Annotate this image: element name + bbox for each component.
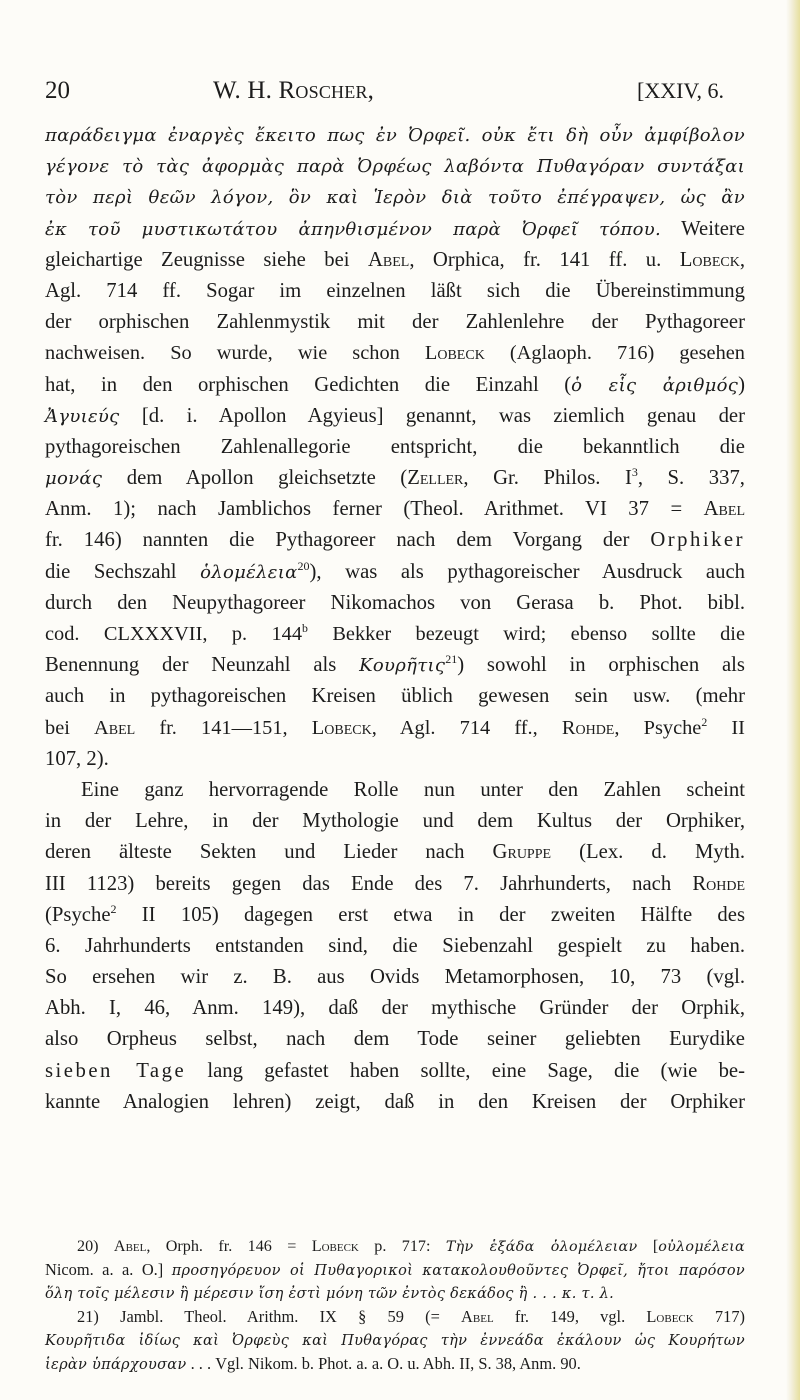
text-line (45, 525, 745, 556)
text-run: die Sechszahl (45, 560, 201, 583)
text-line (45, 245, 745, 276)
greek-text: ἱερὰν ὑπάρχουσαν (45, 1356, 187, 1373)
author-name: Abel (703, 498, 745, 521)
text-line (45, 962, 745, 993)
author-name: Rohde (561, 716, 615, 739)
main-text (45, 120, 745, 1118)
text-run: 20) (77, 1238, 114, 1255)
footnote-line (45, 1305, 745, 1329)
text-run: also Orpheus selbst, nach dem Tode seiner geliebten Eurydike (45, 1028, 745, 1051)
text-line (45, 869, 745, 900)
text-line (45, 931, 745, 962)
greek-text: ὁ εἷς ἀριθμός (571, 374, 739, 396)
text-line (45, 713, 745, 744)
text-line (45, 1056, 745, 1087)
text-line (45, 588, 745, 619)
author-name: Lobeck (311, 1238, 359, 1255)
text-run: gleichartige Zeugnisse siehe bei (45, 248, 368, 271)
text-line (45, 494, 745, 525)
text-run: 717) (693, 1306, 745, 1326)
text-run: II (707, 716, 745, 739)
greek-text: ὅλη τοῖς μέλεσιν ἢ μέρεσιν ἴση ἐστὶ μόνη τῶν ἐντὸς δεκάδος ἢ . . . κ. τ. λ. (45, 1286, 615, 1302)
text-line (45, 775, 745, 806)
text-line (45, 432, 745, 463)
text-run: pythagoreischen Zahlenallegorie entspricht, die bekanntlich die (45, 435, 745, 458)
text-line (45, 214, 745, 245)
text-run: Anm. 1); nach Jamblichos ferner (Theol. Arithmet. VI 37 = (45, 498, 704, 521)
text-run: p. 717: (358, 1238, 446, 1255)
text-run: auch in pythagoreischen Kreisen üblich gewesen sein usw. (mehr (45, 685, 745, 708)
text-line (45, 993, 745, 1024)
footnote-line (45, 1281, 745, 1305)
text-run: nachweisen. So wurde, wie schon (45, 342, 425, 365)
author-name: Gruppe (492, 841, 552, 864)
footnote-ref: 21 (445, 652, 458, 667)
text-run: II 105) dagegen erst etwa in der zweiten Hälfte des (116, 903, 745, 926)
text-run: bei (45, 716, 95, 739)
text-line (45, 557, 745, 588)
text-run: So ersehen wir z. B. aus Ovids Metamorphosen, 10, 73 (vgl. (45, 966, 745, 989)
edition-superscript: 2 (701, 714, 708, 729)
text-run: deren älteste Sekten und Lieder nach (45, 841, 493, 864)
text-line (45, 151, 745, 182)
footnote-line (45, 1234, 745, 1258)
greek-text: Τὴν ἑξάδα ὁλομέλειαν (445, 1239, 638, 1255)
text-run: , S. 337, (637, 467, 745, 490)
text-run: hat, in den orphischen Gedichten die Einzahl ( (45, 373, 572, 396)
text-line (45, 276, 745, 307)
text-run: der orphischen Zahlenmystik mit der Zahlenlehre der Pythagoreer (45, 311, 745, 334)
edition-superscript: 2 (110, 901, 117, 916)
text-line (45, 681, 745, 712)
text-run: , Gr. Philos. I (463, 467, 632, 490)
text-run: (Psyche (45, 903, 111, 926)
footnotes (45, 1234, 745, 1375)
text-run: (Aglaoph. 716) gesehen (484, 342, 745, 365)
text-run: durch den Neupythagoreer Nikomachos von Gerasa b. Phot. bibl. (45, 591, 745, 614)
text-line (45, 650, 745, 681)
text-line (45, 182, 745, 213)
text-run: Benennung der Neunzahl als (45, 654, 360, 677)
text-run: . . . Vgl. Nikom. b. Phot. a. a. O. u. Abh. II, S. 38, Anm. 90. (186, 1353, 581, 1373)
text-run: fr. 149, vgl. (493, 1306, 647, 1326)
author-name: Zeller (407, 467, 464, 490)
text-run: fr. 146) nannten die Pythagoreer nach dem Vorgang der (45, 529, 651, 552)
text-run: 21) Jambl. Theol. Arithm. IX § 59 (= (77, 1306, 462, 1326)
text-line (45, 744, 745, 775)
text-run: [d. i. Apollon Agyieus] genannt, was ziemlich genau der (119, 404, 745, 427)
text-line (45, 900, 745, 931)
text-run: III 1123) bereits gegen das Ende des 7. Jahrhunderts, nach (45, 872, 693, 895)
running-head (45, 76, 745, 106)
greek-text: μονάς (45, 468, 103, 490)
text-run: ) sowohl in orphischen als (457, 654, 745, 677)
text-run: 107, 2). (45, 747, 109, 770)
text-run: ) (738, 373, 745, 396)
text-run: , Agl. 714 ff., (371, 716, 562, 739)
text-run: (Lex. d. Myth. (551, 841, 745, 864)
greek-text: ὁλομέλεια (200, 561, 298, 583)
text-run: [ (637, 1238, 659, 1255)
author-name: Lobeck (311, 716, 372, 739)
author-name: Lobeck (424, 342, 485, 365)
spaced-emphasis: sieben Tage (45, 1059, 187, 1082)
text-line (45, 370, 745, 401)
text-run: fr. 141—151, (135, 716, 312, 739)
greek-text: γέγονε τὸ τὰς ἀφορμὰς παρὰ Ὀρφέως λαβόντα Πυθαγόραν συντάξαι (45, 156, 745, 178)
greek-text: Κουρῆτις (359, 655, 446, 677)
author-name: Lobeck (679, 248, 740, 271)
text-run: 6. Jahrhunderts entstanden sind, die Siebenzahl gespielt zu haben. (45, 934, 745, 957)
greek-text: Ἀγυιεύς (45, 405, 120, 427)
text-run: cod. CLXXXVII, p. 144 (45, 623, 303, 645)
header-section: [XXIV, 6. (637, 78, 724, 103)
text-line (45, 307, 745, 338)
author-name: Rohde (692, 872, 745, 895)
text-run: Abh. I, 46, Anm. 149), daß der mythische Gründer der Orphik, (45, 997, 745, 1020)
author-name: Abel (113, 1238, 147, 1255)
page-column-superscript: b (302, 621, 308, 636)
greek-text: προσηγόρευον οἱ Πυθαγορικοὶ κατακολουθοῦντες Ὀρφεῖ, ἤτοι παρόσον (171, 1262, 745, 1279)
spaced-emphasis: Orphiker (650, 529, 745, 552)
text-line (45, 401, 745, 432)
text-run: lang gefastet haben sollte, eine Sage, die (wie be- (186, 1059, 745, 1082)
author-name: Abel (461, 1306, 494, 1326)
text-line (45, 463, 745, 494)
footnote-line (45, 1328, 745, 1352)
text-run: , Psyche (614, 716, 702, 739)
text-run: Nicom. a. a. O.] (45, 1259, 172, 1279)
edition-superscript: 3 (631, 465, 638, 480)
text-run: in der Lehre, in der Mythologie und dem Kultus der Orphiker, (45, 810, 745, 833)
text-run: Eine ganz hervorragende Rolle nun unter den Zahlen scheint (81, 778, 745, 801)
author-name: Lobeck (646, 1306, 694, 1326)
text-run: , (739, 248, 745, 271)
text-run: , Orph. fr. 146 = (146, 1238, 312, 1255)
text-run: kannte Analogien lehren) zeigt, daß in den Kreisen der Orphiker (45, 1090, 745, 1113)
text-line (45, 120, 745, 151)
greek-text: Κουρῆτιδα ἰδίως καὶ Ὀρφεὺς καὶ Πυθαγόρας τὴν ἐννεάδα ἐκάλουν ὡς Κουρήτων (45, 1333, 745, 1349)
greek-text: τὸν περὶ θεῶν λόγον, ὃν καὶ Ἱερὸν διὰ τοῦτο ἐπέγραψεν, ὡς ἂν (45, 187, 745, 209)
text-run: ), was als pythagoreischer Ausdruck auch (309, 560, 745, 583)
page-edge-shadow (786, 0, 800, 1400)
text-line (45, 1024, 745, 1055)
text-run: Weitere (661, 217, 745, 240)
greek-text: ἐκ τοῦ μυστικωτάτου ἀπηνθισμένον παρὰ Ὀρφεῖ τόπου. (45, 218, 662, 240)
header-author: W. H. Roscher, (213, 77, 375, 104)
text-run: , Orphica, fr. 141 ff. u. (409, 248, 680, 271)
page-number: 20 (45, 77, 70, 104)
text-line (45, 1087, 745, 1118)
text-line (45, 619, 745, 650)
text-line (45, 338, 745, 369)
text-line (45, 837, 745, 868)
footnote-line (45, 1352, 745, 1376)
greek-text: οὐλομέλεια (658, 1239, 745, 1255)
author-name: Abel (367, 248, 410, 271)
greek-text: παράδειγμα ἐναργὲς ἔκειτο πως ἐν Ὀρφεῖ. οὐκ ἔτι δὴ οὖν ἀμφίβολον (45, 125, 745, 146)
text-run: Agl. 714 ff. Sogar im einzelnen läßt sich die Übereinstimmung (45, 279, 745, 302)
text-run: Bekker bezeugt wird; ebenso sollte die (307, 623, 746, 645)
text-line (45, 806, 745, 837)
footnote-ref: 20 (297, 558, 310, 573)
author-name: Abel (94, 716, 136, 739)
text-run: dem Apollon gleichsetzte ( (102, 467, 408, 490)
footnote-line (45, 1258, 745, 1282)
